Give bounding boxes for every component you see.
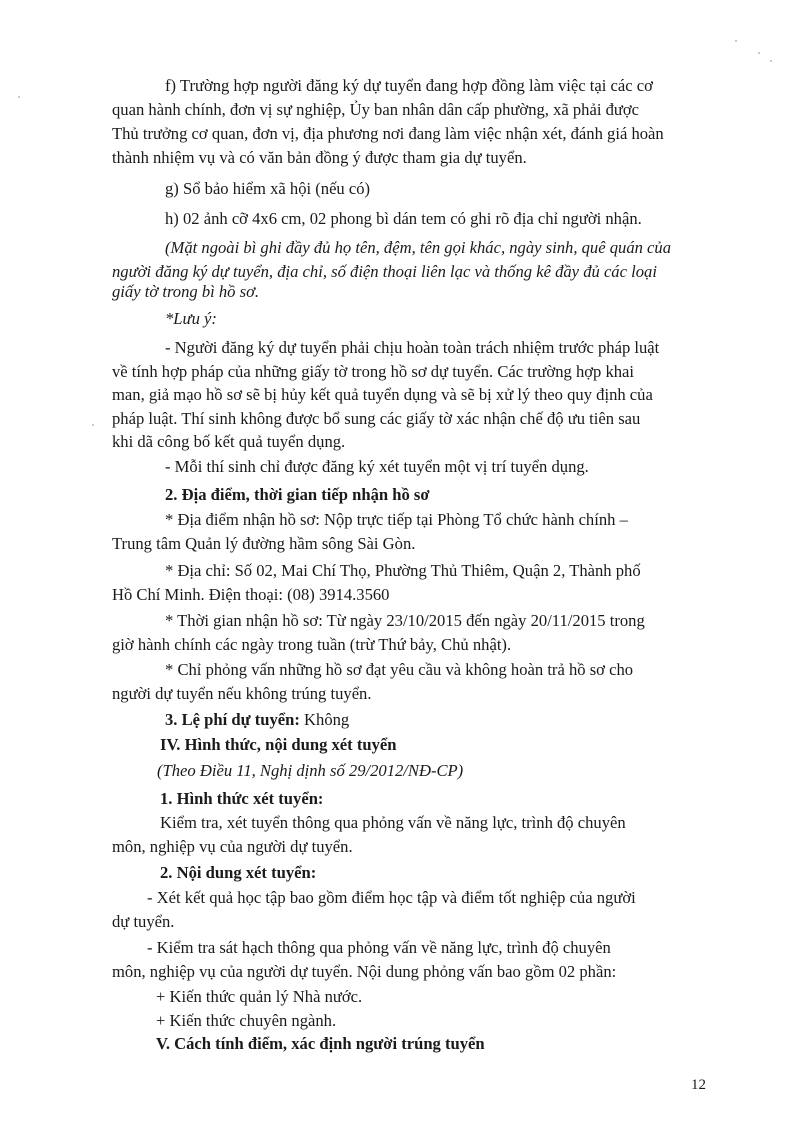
scan-speck <box>735 40 737 42</box>
address-line-1: * Địa chỉ: Số 02, Mai Chí Thọ, Phường Thủ Thiêm, Quận 2, Thành phố <box>165 561 641 580</box>
sub-2-item-2-line-2: môn, nghiệp vụ của người dự tuyển. Nội dung phỏng vấn bao gồm 02 phần: <box>112 962 617 981</box>
sub-2-item-2-line-1: - Kiểm tra sát hạch thông qua phỏng vấn về năng lực, trình độ chuyên <box>147 938 611 957</box>
note-1-line-3: man, giả mạo hồ sơ sẽ bị hủy kết quả tuyển dụng và sẽ bị xử lý theo quy định của <box>112 385 653 404</box>
section-IV-heading: IV. Hình thức, nội dung xét tuyển <box>160 735 397 754</box>
location-line-1: * Địa điểm nhận hồ sơ: Nộp trực tiếp tại Phòng Tổ chức hành chính – <box>165 510 628 529</box>
item-f-line-1: f) Trường hợp người đăng ký dự tuyển đang hợp đồng làm việc tại các cơ <box>165 76 653 95</box>
envelope-note-line-1: (Mặt ngoài bì ghi đầy đủ họ tên, đệm, tên gọi khác, ngày sinh, quê quán của <box>165 238 672 257</box>
section-3-value: Không <box>299 710 350 729</box>
time-line-1: * Thời gian nhận hồ sơ: Từ ngày 23/10/2015 đến ngày 20/11/2015 trong <box>165 611 645 630</box>
time-line-2: giờ hành chính các ngày trong tuần (trừ Thứ bảy, Chủ nhật). <box>112 635 512 654</box>
item-f-line-3: Thủ trưởng cơ quan, đơn vị, địa phương nơi đang làm việc nhận xét, đánh giá hoàn <box>112 124 664 143</box>
item-g: g) Sổ bảo hiểm xã hội (nếu có) <box>165 179 371 198</box>
page-number: 12 <box>691 1077 706 1093</box>
sub-2-item-1-line-1: - Xét kết quả học tập bao gồm điểm học tập và điểm tốt nghiệp của người <box>147 888 636 907</box>
note-1-line-5: khi dã công bố kết quả tuyển dụng. <box>112 432 346 451</box>
sub-1-text-line-1: Kiểm tra, xét tuyển thông qua phỏng vấn về năng lực, trình độ chuyên <box>160 813 626 832</box>
section-3 <box>165 709 349 731</box>
address-line-2: Hồ Chí Minh. Điện thoại: (08) 3914.3560 <box>112 585 390 604</box>
note-2: - Mỗi thí sinh chỉ được đăng ký xét tuyển một vị trí tuyển dụng. <box>165 457 589 476</box>
sub-2-item-1-line-2: dự tuyển. <box>112 912 175 931</box>
envelope-note-line-2: người đăng ký dự tuyển, địa chỉ, số điện thoại liên lạc và thống kê đầy đủ các loại <box>112 262 657 281</box>
envelope-note-line-3: giấy tờ trong bì hồ sơ. <box>112 282 260 301</box>
sub-2-part-1: + Kiến thức quản lý Nhà nước. <box>156 987 363 1006</box>
note-1-line-2: về tính hợp pháp của những giấy tờ trong hồ sơ dự tuyển. Các trường hợp khai <box>112 362 635 381</box>
interview-note-line-1: * Chỉ phỏng vấn những hồ sơ đạt yêu cầu và không hoàn trả hồ sơ cho <box>165 660 634 679</box>
section-2-heading: 2. Địa điểm, thời gian tiếp nhận hồ sơ <box>165 485 430 504</box>
section-V-heading: V. Cách tính điểm, xác định người trúng tuyển <box>156 1034 485 1053</box>
scan-speck <box>92 424 94 426</box>
note-heading: *Lưu ý: <box>165 309 217 328</box>
sub-1-heading: 1. Hình thức xét tuyển: <box>160 789 324 808</box>
section-3-label: 3. Lệ phí dự tuyển: <box>165 710 300 729</box>
item-h: h) 02 ảnh cỡ 4x6 cm, 02 phong bì dán tem có ghi rõ địa chỉ người nhận. <box>165 209 642 228</box>
sub-2-heading: 2. Nội dung xét tuyển: <box>160 863 317 882</box>
interview-note-line-2: người dự tuyển nếu không trúng tuyển. <box>112 684 372 703</box>
item-f-line-2: quan hành chính, đơn vị sự nghiệp, Ủy ban nhân dân cấp phường, xã phải được <box>112 100 640 119</box>
sub-2-part-2: + Kiến thức chuyên ngành. <box>156 1011 337 1030</box>
location-line-2: Trung tâm Quản lý đường hầm sông Sài Gòn. <box>112 534 416 553</box>
scan-speck <box>758 52 760 54</box>
sub-1-text-line-2: môn, nghiệp vụ của người dự tuyển. <box>112 837 353 856</box>
section-IV-reference: (Theo Điều 11, Nghị dịnh số 29/2012/NĐ-CP) <box>157 761 464 780</box>
item-f-line-4: thành nhiệm vụ và có văn bản đồng ý được tham gia dự tuyển. <box>112 148 527 167</box>
note-1-line-1: - Người đăng ký dự tuyển phải chịu hoàn toàn trách nhiệm trước pháp luật <box>165 338 660 357</box>
scan-speck <box>770 60 772 62</box>
note-1-line-4: pháp luật. Thí sinh không được bổ sung các giấy tờ xác nhận chế độ ưu tiên sau <box>112 409 641 428</box>
scan-speck <box>18 96 20 98</box>
